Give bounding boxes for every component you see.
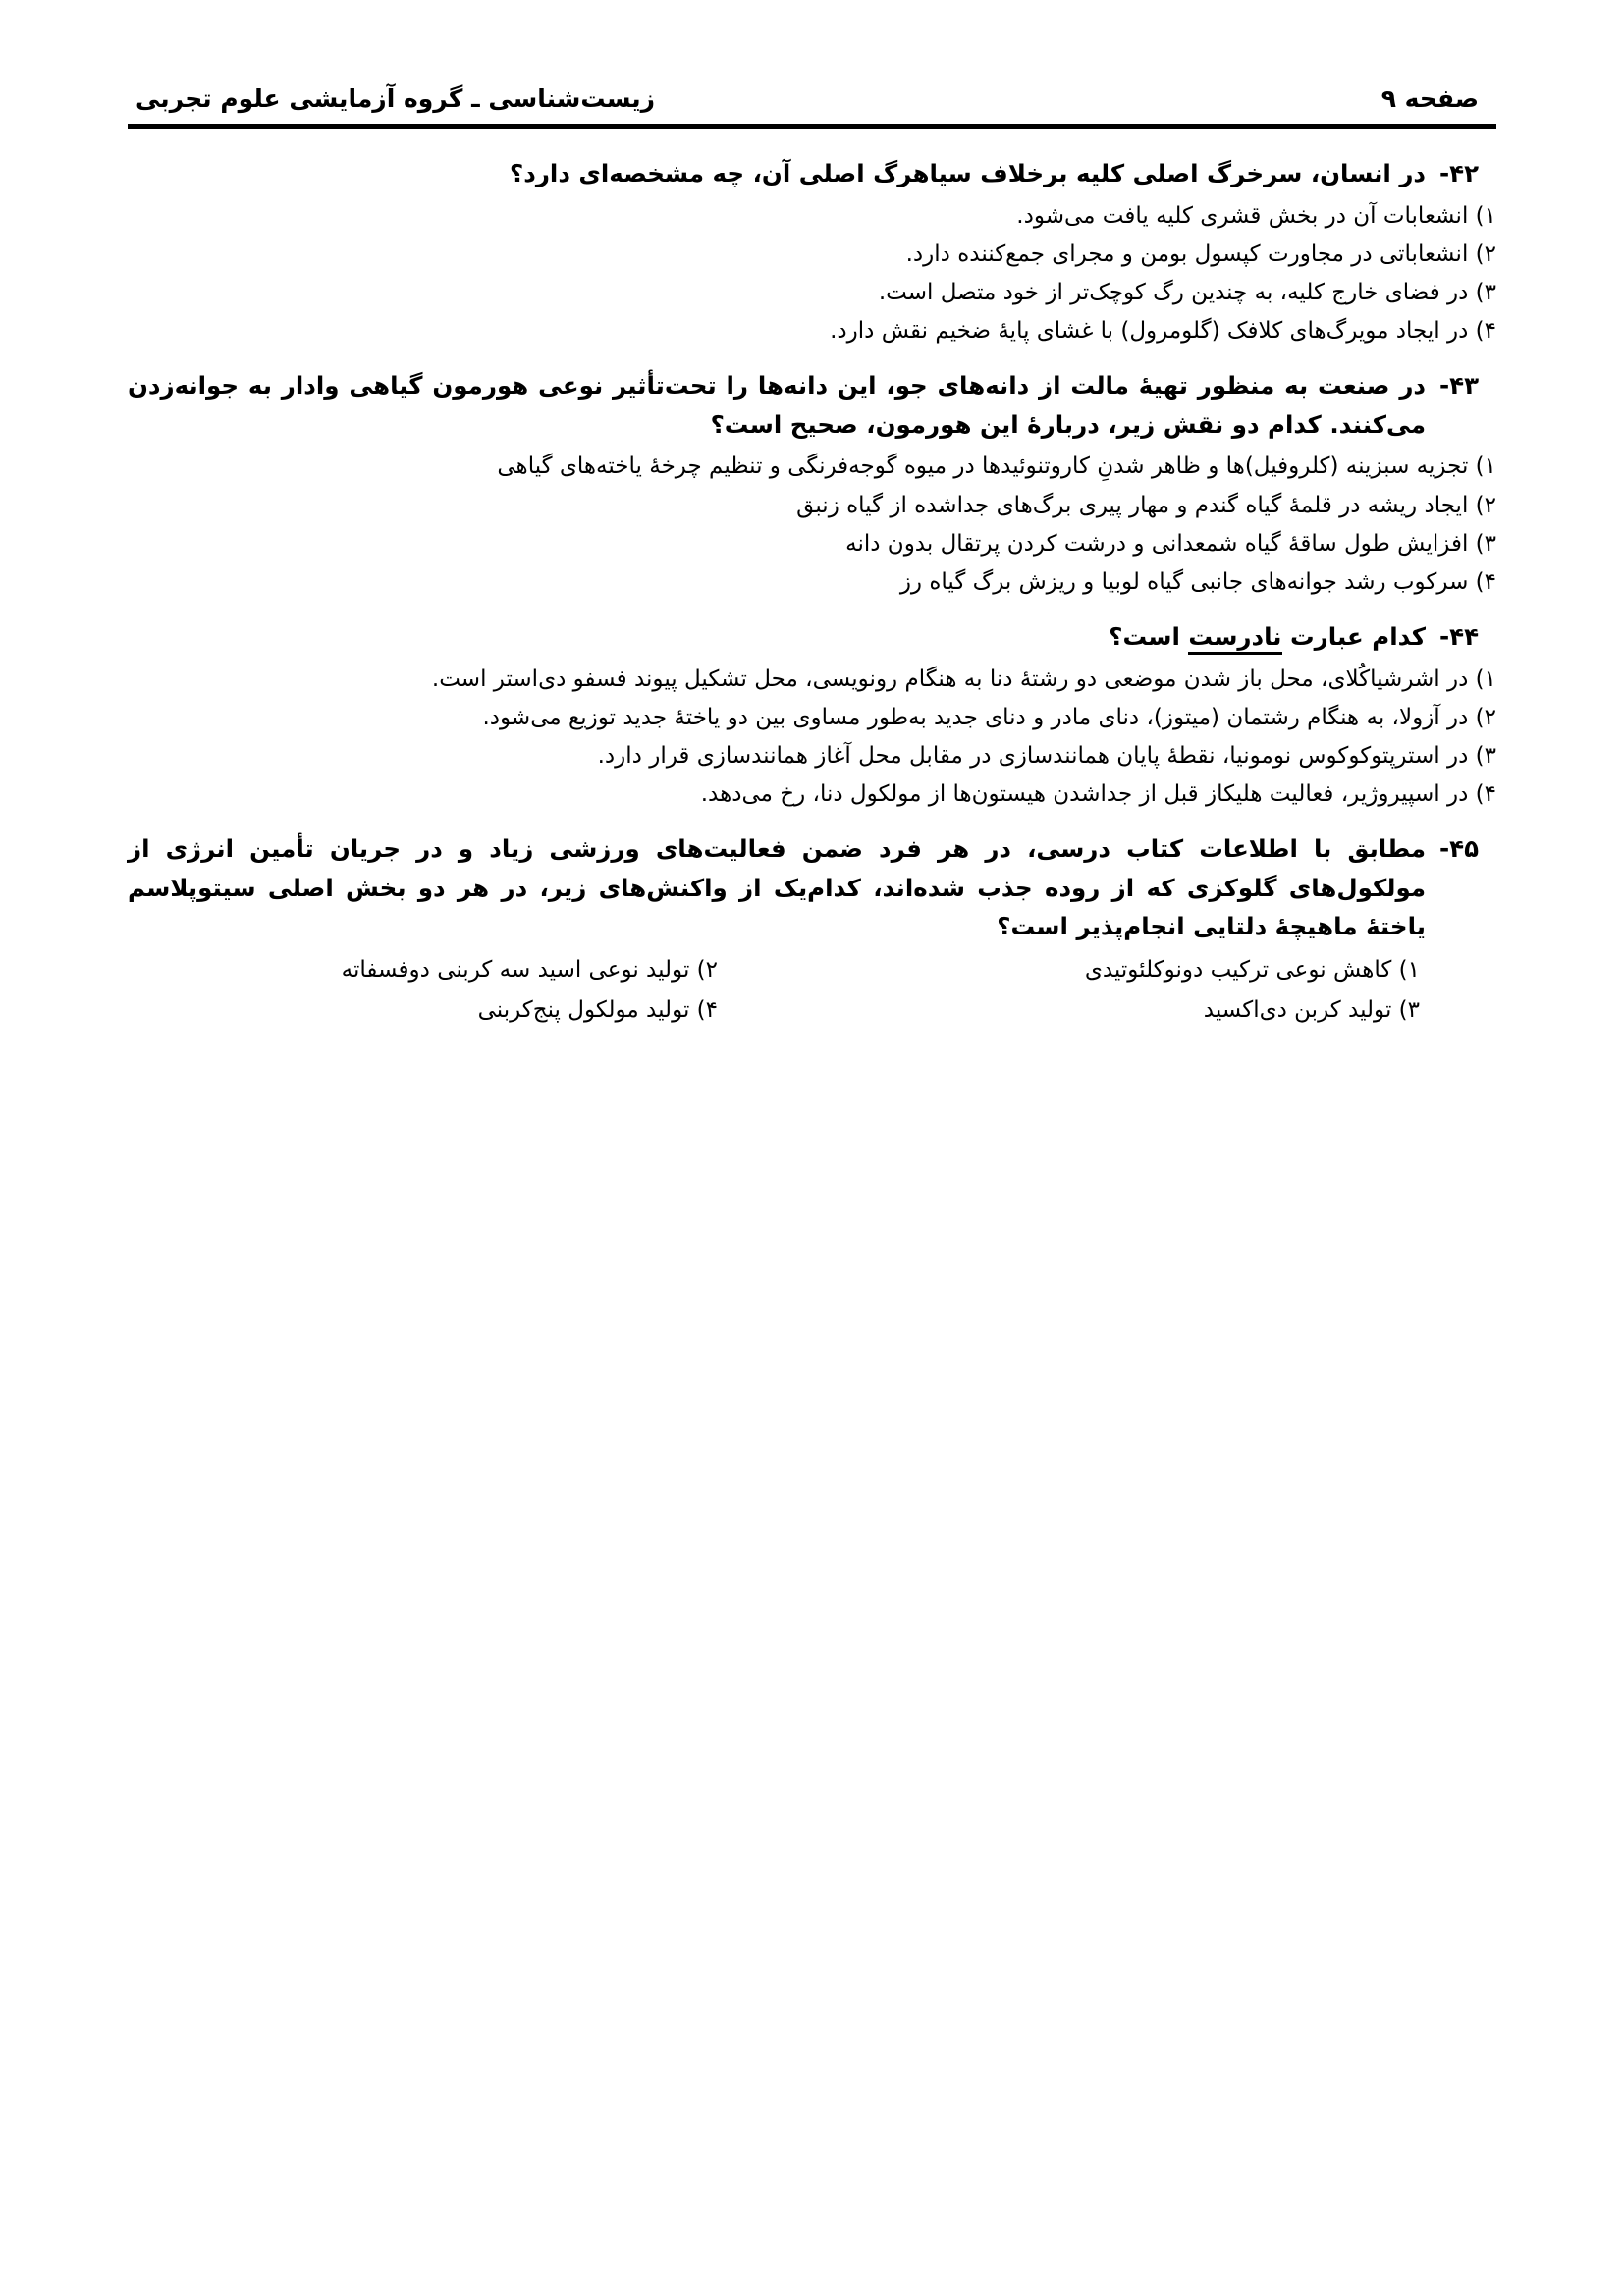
question-42-options [128,197,1496,350]
question-44-text-after: است؟ [1109,621,1189,651]
question-45-text: مطابق با اطلاعات کتاب درسی، در هر فرد ضمن فعالیت‌های ورزشی زیاد و در جریان تأمین انرژی از مولکول‌های گلوکزی که از روده جذب شده‌اند، کدام‌یک از واکنش‌های زیر، در هر دو بخش اصلی سیتوپلاسم یاختهٔ ماهیچهٔ دلتایی انجام‌پذیر است؟ [128,833,1426,941]
question-42-heading [128,154,1496,193]
question-44-number: ۴۴- [1439,621,1480,651]
question-44-text-underlined: نادرست [1188,622,1281,655]
question-44-heading [128,617,1496,657]
option-42-2[interactable]: ۲) انشعاباتی در مجاورت کپسول بومن و مجرای جمع‌کننده دارد. [905,240,1496,267]
option-42-3[interactable]: ۳) در فضای خارج کلیه، به چندین رگ کوچک‌تر از خود متصل است. [878,279,1496,305]
option-44-3[interactable]: ۳) در استرپتوکوکوس نومونیا، نقطهٔ پایان همانندسازی در مقابل محل آغاز همانندسازی قرار دارد. [597,742,1496,769]
option-45-1[interactable]: ۱) کاهش نوعی ترکیب دونوکلئوتیدی [1084,956,1420,983]
question-45-heading [128,829,1496,946]
option-44-4[interactable]: ۴) در اسپیروژیر، فعالیت هلیکاز قبل از جداشدن هیستون‌ها از مولکول دنا، رخ می‌دهد. [700,780,1496,807]
header-subject-title: زیست‌شناسی ـ گروه آزمایشی علوم تجربی [135,84,656,113]
question-block-45 [128,829,1496,1031]
question-block-42 [128,154,1496,350]
option-43-4[interactable]: ۴) سرکوب رشد جوانه‌های جانبی گیاه لوبیا و ریزش برگ گیاه رز [899,568,1496,595]
option-43-1[interactable]: ۱) تجزیه سبزینه (کلروفیل)‌ها و ظاهر شدنِ کاروتنوئیدها در میوه گوجه‌فرنگی و تنظیم چرخهٔ یاخته‌های گیاهی [497,454,1496,480]
header-divider-rule [128,124,1496,129]
option-45-4[interactable]: ۴) تولید مولکول پنج‌کربنی [477,996,718,1023]
question-43-text: در صنعت به منظور تهیهٔ مالت از دانه‌های جو، این دانه‌ها را تحت‌تأثیر نوعی هورمون گیاهی وادار به جوانه‌زدن می‌کنند. کدام دو نقش زیر، دربارهٔ این هورمون، صحیح است؟ [128,371,1426,439]
option-45-2[interactable]: ۲) تولید نوعی اسید سه کربنی دوفسفاته [341,956,718,983]
question-45-number: ۴۵- [1439,833,1480,863]
option-42-1[interactable]: ۱) انشعابات آن در بخش قشری کلیه یافت می‌شود. [1016,202,1496,229]
option-44-1[interactable]: ۱) در اشرشیاکُلای، محل باز شدن موضعی دو رشتهٔ دنا به هنگام رونویسی، محل تشکیل پیوند فسفو دی‌استر است. [431,666,1496,692]
header-page-number: صفحه ۹ [1380,84,1479,113]
question-block-44 [128,617,1496,814]
question-block-43 [128,366,1496,602]
question-43-heading [128,366,1496,444]
option-43-3[interactable]: ۳) افزایش طول ساقهٔ گیاه شمعدانی و درشت کردن پرتقال بدون دانه [845,530,1496,557]
option-43-2[interactable]: ۲) ایجاد ریشه در قلمهٔ گیاه گندم و مهار پیری برگ‌های جداشده از گیاه زنبق [796,492,1496,518]
question-42-text: در انسان، سرخرگ اصلی کلیه برخلاف سیاهرگ اصلی آن، چه مشخصه‌ای دارد؟ [510,159,1426,187]
page-header [128,84,1496,114]
option-45-3[interactable]: ۳) تولید کربن دی‌اکسید [1203,996,1420,1023]
question-44-text [128,617,1426,657]
option-42-4[interactable]: ۴) در ایجاد مویرگ‌های کلافک (گلومرول) با غشای پایهٔ ضخیم نقش دارد. [830,317,1496,344]
question-44-text-before: کدام عبارت [1281,621,1426,651]
question-43-number: ۴۳- [1439,371,1480,400]
question-42-number: ۴۲- [1439,159,1480,187]
question-43-options [128,448,1496,601]
questions-container [128,154,1496,1031]
question-44-options [128,661,1496,814]
question-45-options [128,950,1496,1031]
option-44-2[interactable]: ۲) در آزولا، به هنگام رشتمان (میتوز)، دنای مادر و دنای جدید به‌طور مساوی بین دو یاختهٔ جدید توزیع می‌شود. [482,704,1496,730]
